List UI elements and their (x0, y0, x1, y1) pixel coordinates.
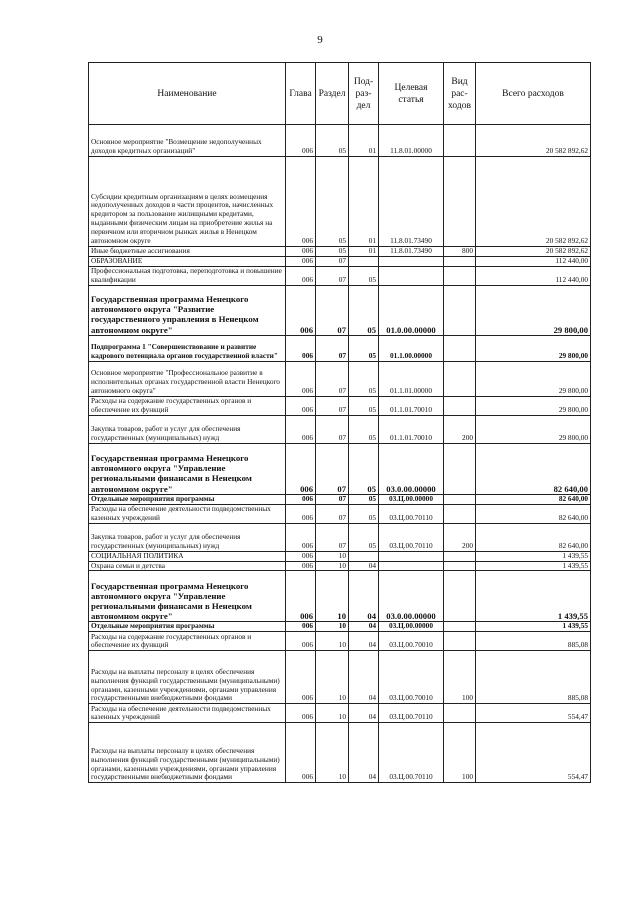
page-number: 9 (317, 34, 323, 46)
table-row (89, 723, 591, 783)
header-target-article: Целевая статья (379, 63, 444, 125)
row-name: Охрана семьи и детства (89, 561, 286, 571)
row-podrazdel: 04 (349, 622, 379, 632)
row-target-article: 03.0.00.00000 (379, 571, 444, 622)
row-name: Субсидии кредитным организациям в целях возмещения недополученных доходов в части процентов, начисленных кредитором за пользование жилищными кредитами, выданными физическим лицам на приобретение жилья на первичном или вторичном рынках жилья в Ненецком автономном округе (89, 157, 286, 247)
row-razdel: 07 (316, 256, 349, 266)
row-expense-type (444, 157, 476, 247)
row-razdel: 07 (316, 494, 349, 504)
row-total: 1 439,55 (476, 561, 591, 571)
row-target-article: 03.Ц.00.00000 (379, 622, 444, 632)
row-target-article: 01.1.01.70010 (379, 415, 444, 443)
row-razdel: 10 (316, 704, 349, 723)
row-glava: 006 (286, 361, 316, 396)
row-target-article: 03.Ц.00.70110 (379, 704, 444, 723)
table-row (89, 504, 591, 523)
row-total: 82 640,00 (476, 494, 591, 504)
header-glava: Глава (286, 63, 316, 125)
table-row (89, 266, 591, 285)
row-total: 112 440,00 (476, 256, 591, 266)
row-target-article: 03.Ц.00.70010 (379, 632, 444, 651)
row-total: 82 640,00 (476, 443, 591, 494)
row-name: СОЦИАЛЬНАЯ ПОЛИТИКА (89, 551, 286, 561)
row-razdel: 10 (316, 551, 349, 561)
row-glava: 006 (286, 551, 316, 561)
row-glava: 006 (286, 247, 316, 257)
row-total: 885,08 (476, 651, 591, 704)
row-podrazdel: 05 (349, 504, 379, 523)
expenditure-table (88, 62, 591, 783)
row-total: 554,47 (476, 723, 591, 783)
row-expense-type (444, 571, 476, 622)
row-expense-type (444, 622, 476, 632)
row-glava: 006 (286, 723, 316, 783)
row-podrazdel: 04 (349, 561, 379, 571)
row-expense-type: 200 (444, 523, 476, 551)
row-razdel: 10 (316, 723, 349, 783)
row-total: 885,08 (476, 632, 591, 651)
row-glava: 006 (286, 651, 316, 704)
row-target-article (379, 266, 444, 285)
row-podrazdel: 05 (349, 335, 379, 361)
row-glava: 006 (286, 125, 316, 157)
table-row (89, 443, 591, 494)
row-total: 29 800,00 (476, 335, 591, 361)
table-row (89, 571, 591, 622)
row-total: 29 800,00 (476, 361, 591, 396)
row-target-article: 01.1.01.70010 (379, 396, 444, 415)
row-expense-type: 100 (444, 651, 476, 704)
row-name: Подпрограмма 1 "Совершенствование и развитие кадрового потенциала органов государственной власти" (89, 335, 286, 361)
row-expense-type (444, 396, 476, 415)
row-podrazdel: 04 (349, 651, 379, 704)
row-glava: 006 (286, 285, 316, 335)
row-total: 20 582 892,62 (476, 125, 591, 157)
row-expense-type (444, 285, 476, 335)
row-total: 29 800,00 (476, 396, 591, 415)
header-name: Наименование (89, 63, 286, 125)
row-razdel: 07 (316, 396, 349, 415)
row-name: Профессиональная подготовка, переподготовка и повышение квалификации (89, 266, 286, 285)
header-podrazdel: Под- раз- дел (349, 63, 379, 125)
row-target-article: 01.1.01.00000 (379, 361, 444, 396)
row-name: Основное мероприятие "Возмещение недополученных доходов кредитных организаций" (89, 125, 286, 157)
row-target-article: 01.0.00.00000 (379, 285, 444, 335)
row-glava: 006 (286, 415, 316, 443)
row-expense-type (444, 494, 476, 504)
row-razdel: 10 (316, 571, 349, 622)
row-name: Отдельные мероприятия программы (89, 494, 286, 504)
row-razdel: 07 (316, 266, 349, 285)
row-podrazdel: 04 (349, 632, 379, 651)
row-target-article (379, 551, 444, 561)
row-name: Иные бюджетные ассигнования (89, 247, 286, 257)
row-razdel: 07 (316, 504, 349, 523)
header-razdel: Раздел (316, 63, 349, 125)
row-total: 112 440,00 (476, 266, 591, 285)
table-row (89, 622, 591, 632)
table-row (89, 651, 591, 704)
table-row (89, 523, 591, 551)
row-razdel: 05 (316, 157, 349, 247)
row-podrazdel: 05 (349, 443, 379, 494)
table-row (89, 704, 591, 723)
row-name: Закупка товаров, работ и услуг для обеспечения государственных (муниципальных) нужд (89, 415, 286, 443)
row-glava: 006 (286, 571, 316, 622)
row-name: Государственная программа Ненецкого автономного округа "Развитие государственного управления в Ненецком автономном округе" (89, 285, 286, 335)
table-row (89, 361, 591, 396)
row-glava: 006 (286, 632, 316, 651)
row-name: ОБРАЗОВАНИЕ (89, 256, 286, 266)
row-podrazdel (349, 551, 379, 561)
row-glava: 006 (286, 266, 316, 285)
row-expense-type (444, 361, 476, 396)
row-name: Расходы на выплаты персоналу в целях обеспечения выполнения функций государственными (муниципальными) органами, казенными учреждениями, органами управления государственными внебюджетными фондами (89, 723, 286, 783)
row-podrazdel: 05 (349, 285, 379, 335)
table-row (89, 285, 591, 335)
row-razdel: 10 (316, 632, 349, 651)
row-podrazdel (349, 256, 379, 266)
row-expense-type (444, 443, 476, 494)
row-target-article (379, 256, 444, 266)
row-expense-type (444, 504, 476, 523)
row-expense-type: 100 (444, 723, 476, 783)
table-row (89, 494, 591, 504)
table-row (89, 335, 591, 361)
row-expense-type (444, 704, 476, 723)
row-glava: 006 (286, 396, 316, 415)
row-target-article: 11.8.01.73490 (379, 247, 444, 257)
row-target-article (379, 561, 444, 571)
row-name: Государственная программа Ненецкого автономного округа "Управление региональными финансами в Ненецком автономном округе" (89, 443, 286, 494)
row-razdel: 07 (316, 361, 349, 396)
row-glava: 006 (286, 494, 316, 504)
row-podrazdel: 05 (349, 523, 379, 551)
row-glava: 006 (286, 561, 316, 571)
row-razdel: 10 (316, 622, 349, 632)
table-row (89, 551, 591, 561)
row-razdel: 05 (316, 125, 349, 157)
row-total: 20 582 892,62 (476, 157, 591, 247)
row-razdel: 07 (316, 443, 349, 494)
row-total: 1 439,55 (476, 571, 591, 622)
row-target-article: 03.Ц.00.70110 (379, 504, 444, 523)
table-row (89, 396, 591, 415)
row-razdel: 07 (316, 523, 349, 551)
row-total: 82 640,00 (476, 523, 591, 551)
row-glava: 006 (286, 256, 316, 266)
row-podrazdel: 05 (349, 361, 379, 396)
row-glava: 006 (286, 504, 316, 523)
row-expense-type (444, 125, 476, 157)
row-podrazdel: 05 (349, 266, 379, 285)
table-row (89, 415, 591, 443)
row-razdel: 05 (316, 247, 349, 257)
row-glava: 006 (286, 443, 316, 494)
row-target-article: 11.8.01.73490 (379, 157, 444, 247)
row-glava: 006 (286, 157, 316, 247)
row-target-article: 01.1.00.00000 (379, 335, 444, 361)
row-podrazdel: 01 (349, 247, 379, 257)
row-razdel: 10 (316, 561, 349, 571)
table-header-row (89, 63, 591, 125)
row-podrazdel: 04 (349, 571, 379, 622)
header-expense-type: Вид рас- ходов (444, 63, 476, 125)
row-podrazdel: 05 (349, 396, 379, 415)
row-target-article: 03.Ц.00.70110 (379, 523, 444, 551)
row-glava: 006 (286, 335, 316, 361)
row-name: Основное мероприятие "Профессиональное развитие в исполнительных органах государственной власти Ненецкого автономного округа" (89, 361, 286, 396)
row-target-article: 03.Ц.00.00000 (379, 494, 444, 504)
row-glava: 006 (286, 523, 316, 551)
table-row (89, 247, 591, 257)
table-row (89, 157, 591, 247)
row-total: 1 439,55 (476, 622, 591, 632)
row-name: Государственная программа Ненецкого автономного округа "Управление региональными финансами в Ненецком автономном округе" (89, 571, 286, 622)
row-total: 554,47 (476, 704, 591, 723)
table-row (89, 632, 591, 651)
table-row (89, 256, 591, 266)
row-expense-type (444, 266, 476, 285)
row-target-article: 03.Ц.00.70010 (379, 651, 444, 704)
table-row (89, 561, 591, 571)
row-podrazdel: 04 (349, 704, 379, 723)
row-name: Закупка товаров, работ и услуг для обеспечения государственных (муниципальных) нужд (89, 523, 286, 551)
header-total-expenses: Всего расходов (476, 63, 591, 125)
row-razdel: 07 (316, 285, 349, 335)
row-target-article: 03.Ц.00.70110 (379, 723, 444, 783)
row-podrazdel: 01 (349, 125, 379, 157)
row-target-article: 11.8.01.00000 (379, 125, 444, 157)
row-razdel: 07 (316, 415, 349, 443)
row-expense-type (444, 335, 476, 361)
row-name: Расходы на содержание государственных органов и обеспечение их функций (89, 632, 286, 651)
row-total: 1 439,55 (476, 551, 591, 561)
row-expense-type: 800 (444, 247, 476, 257)
row-glava: 006 (286, 704, 316, 723)
row-expense-type (444, 256, 476, 266)
row-total: 29 800,00 (476, 285, 591, 335)
row-name: Расходы на обеспечение деятельности подведомственных казенных учреждений (89, 504, 286, 523)
row-glava: 006 (286, 622, 316, 632)
row-name: Расходы на обеспечение деятельности подведомственных казенных учреждений (89, 704, 286, 723)
row-total: 82 640,00 (476, 504, 591, 523)
row-razdel: 07 (316, 335, 349, 361)
row-podrazdel: 05 (349, 415, 379, 443)
row-total: 20 582 892,62 (476, 247, 591, 257)
row-name: Расходы на выплаты персоналу в целях обеспечения выполнения функций государственными (муниципальными) органами, казенными учреждениями, органами управления государственными внебюджетными фондами (89, 651, 286, 704)
row-expense-type (444, 551, 476, 561)
row-expense-type: 200 (444, 415, 476, 443)
row-podrazdel: 01 (349, 157, 379, 247)
table-row (89, 125, 591, 157)
row-razdel: 10 (316, 651, 349, 704)
row-expense-type (444, 632, 476, 651)
row-podrazdel: 05 (349, 494, 379, 504)
row-name: Расходы на содержание государственных органов и обеспечение их функций (89, 396, 286, 415)
row-total: 29 800,00 (476, 415, 591, 443)
row-podrazdel: 04 (349, 723, 379, 783)
row-name: Отдельные мероприятия программы (89, 622, 286, 632)
row-expense-type (444, 561, 476, 571)
row-target-article: 03.0.00.00000 (379, 443, 444, 494)
